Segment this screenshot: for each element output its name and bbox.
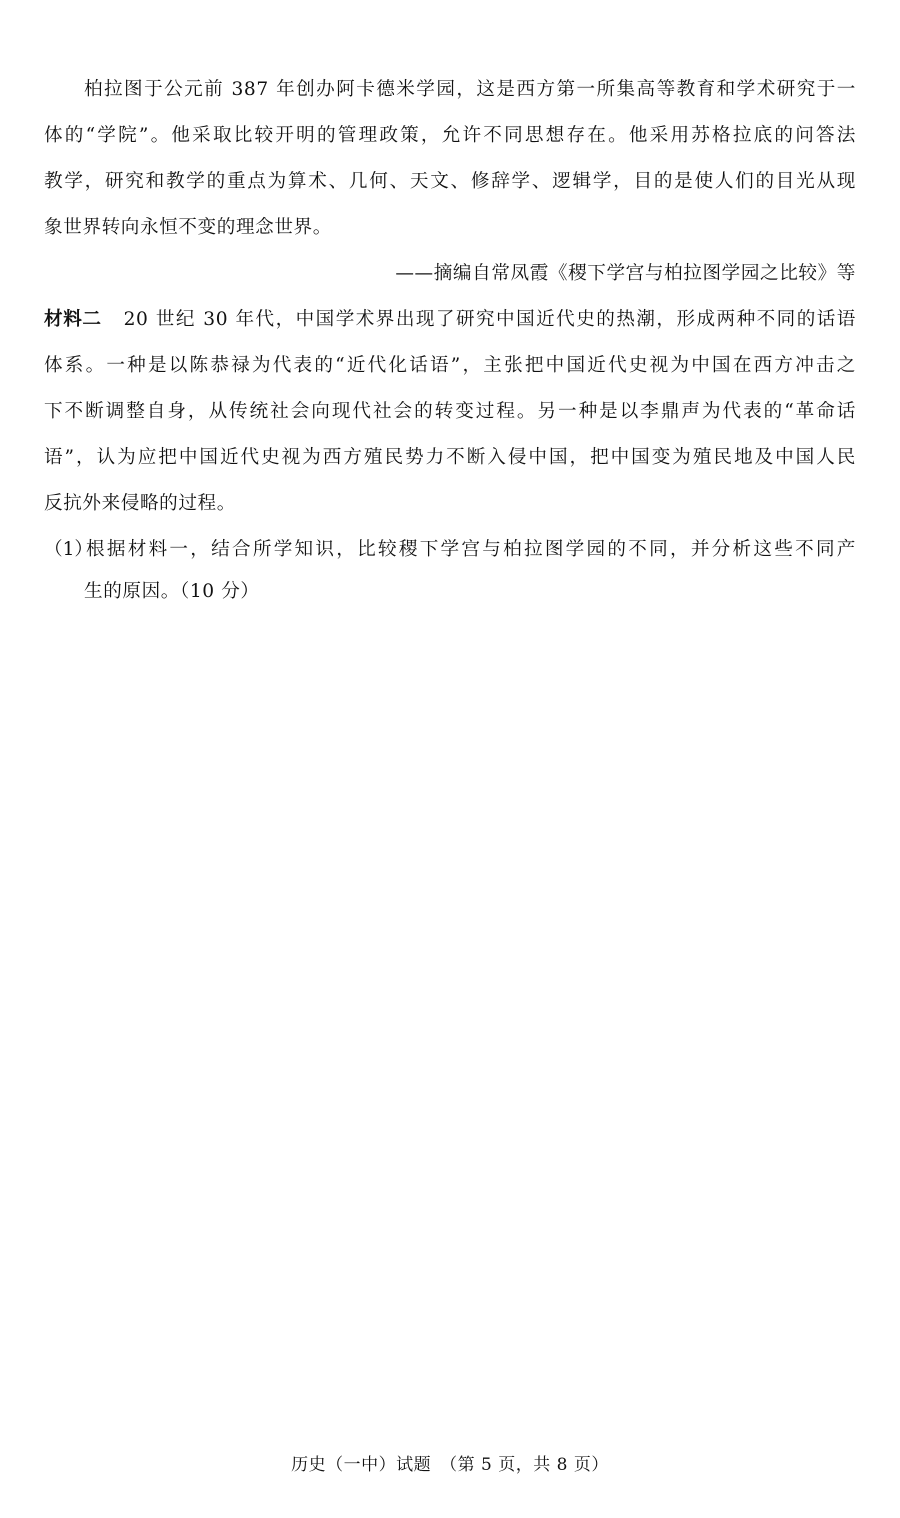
question-1-text-1: 根据材料一，结合所学知识，比较稷下学宫与柏拉图学园的不同，并分析这些不同产 [86, 539, 856, 560]
material2-line-3: 下不断调整自身，从传统社会向现代社会的转变过程。另一种是以李鼎声为代表的“革命话 [44, 401, 856, 422]
material2-line-2: 体系。一种是以陈恭禄为代表的“近代化话语”，主张把中国近代史视为中国在西方冲击之 [44, 355, 856, 376]
material2-first-line [44, 306, 856, 334]
page-footer: 历史（一中）试题 （第 5 页，共 8 页） [291, 1455, 609, 1475]
question-1-number: （1） [44, 539, 94, 560]
material1-line-4: 象世界转向永恒不变的理念世界。 [44, 217, 332, 238]
material1-line-2: 体的“学院”。他采取比较开明的管理政策，允许不同思想存在。他采用苏格拉底的问答法 [44, 125, 856, 146]
question-1-text-2: 生的原因。（10 分） [84, 581, 260, 602]
material2-line-1: 20 世纪 30 年代，中国学术界出现了研究中国近代史的热潮，形成两种不同的话语 [123, 309, 856, 330]
material1-source: ——摘编自常凤霞《稷下学宫与柏拉图学园之比较》等 [395, 263, 856, 284]
material2-line-5: 反抗外来侵略的过程。 [44, 493, 236, 514]
material2-label: 材料二 [44, 309, 102, 330]
material2-line-4: 语”，认为应把中国近代史视为西方殖民势力不断入侵中国，把中国变为殖民地及中国人民 [44, 447, 856, 468]
material1-line-1: 柏拉图于公元前 387 年创办阿卡德米学园，这是西方第一所集高等教育和学术研究于一 [84, 79, 856, 100]
material1-line-3: 教学，研究和教学的重点为算术、几何、天文、修辞学、逻辑学，目的是使人们的目光从现 [44, 171, 856, 192]
question-1-first-line [44, 536, 856, 564]
